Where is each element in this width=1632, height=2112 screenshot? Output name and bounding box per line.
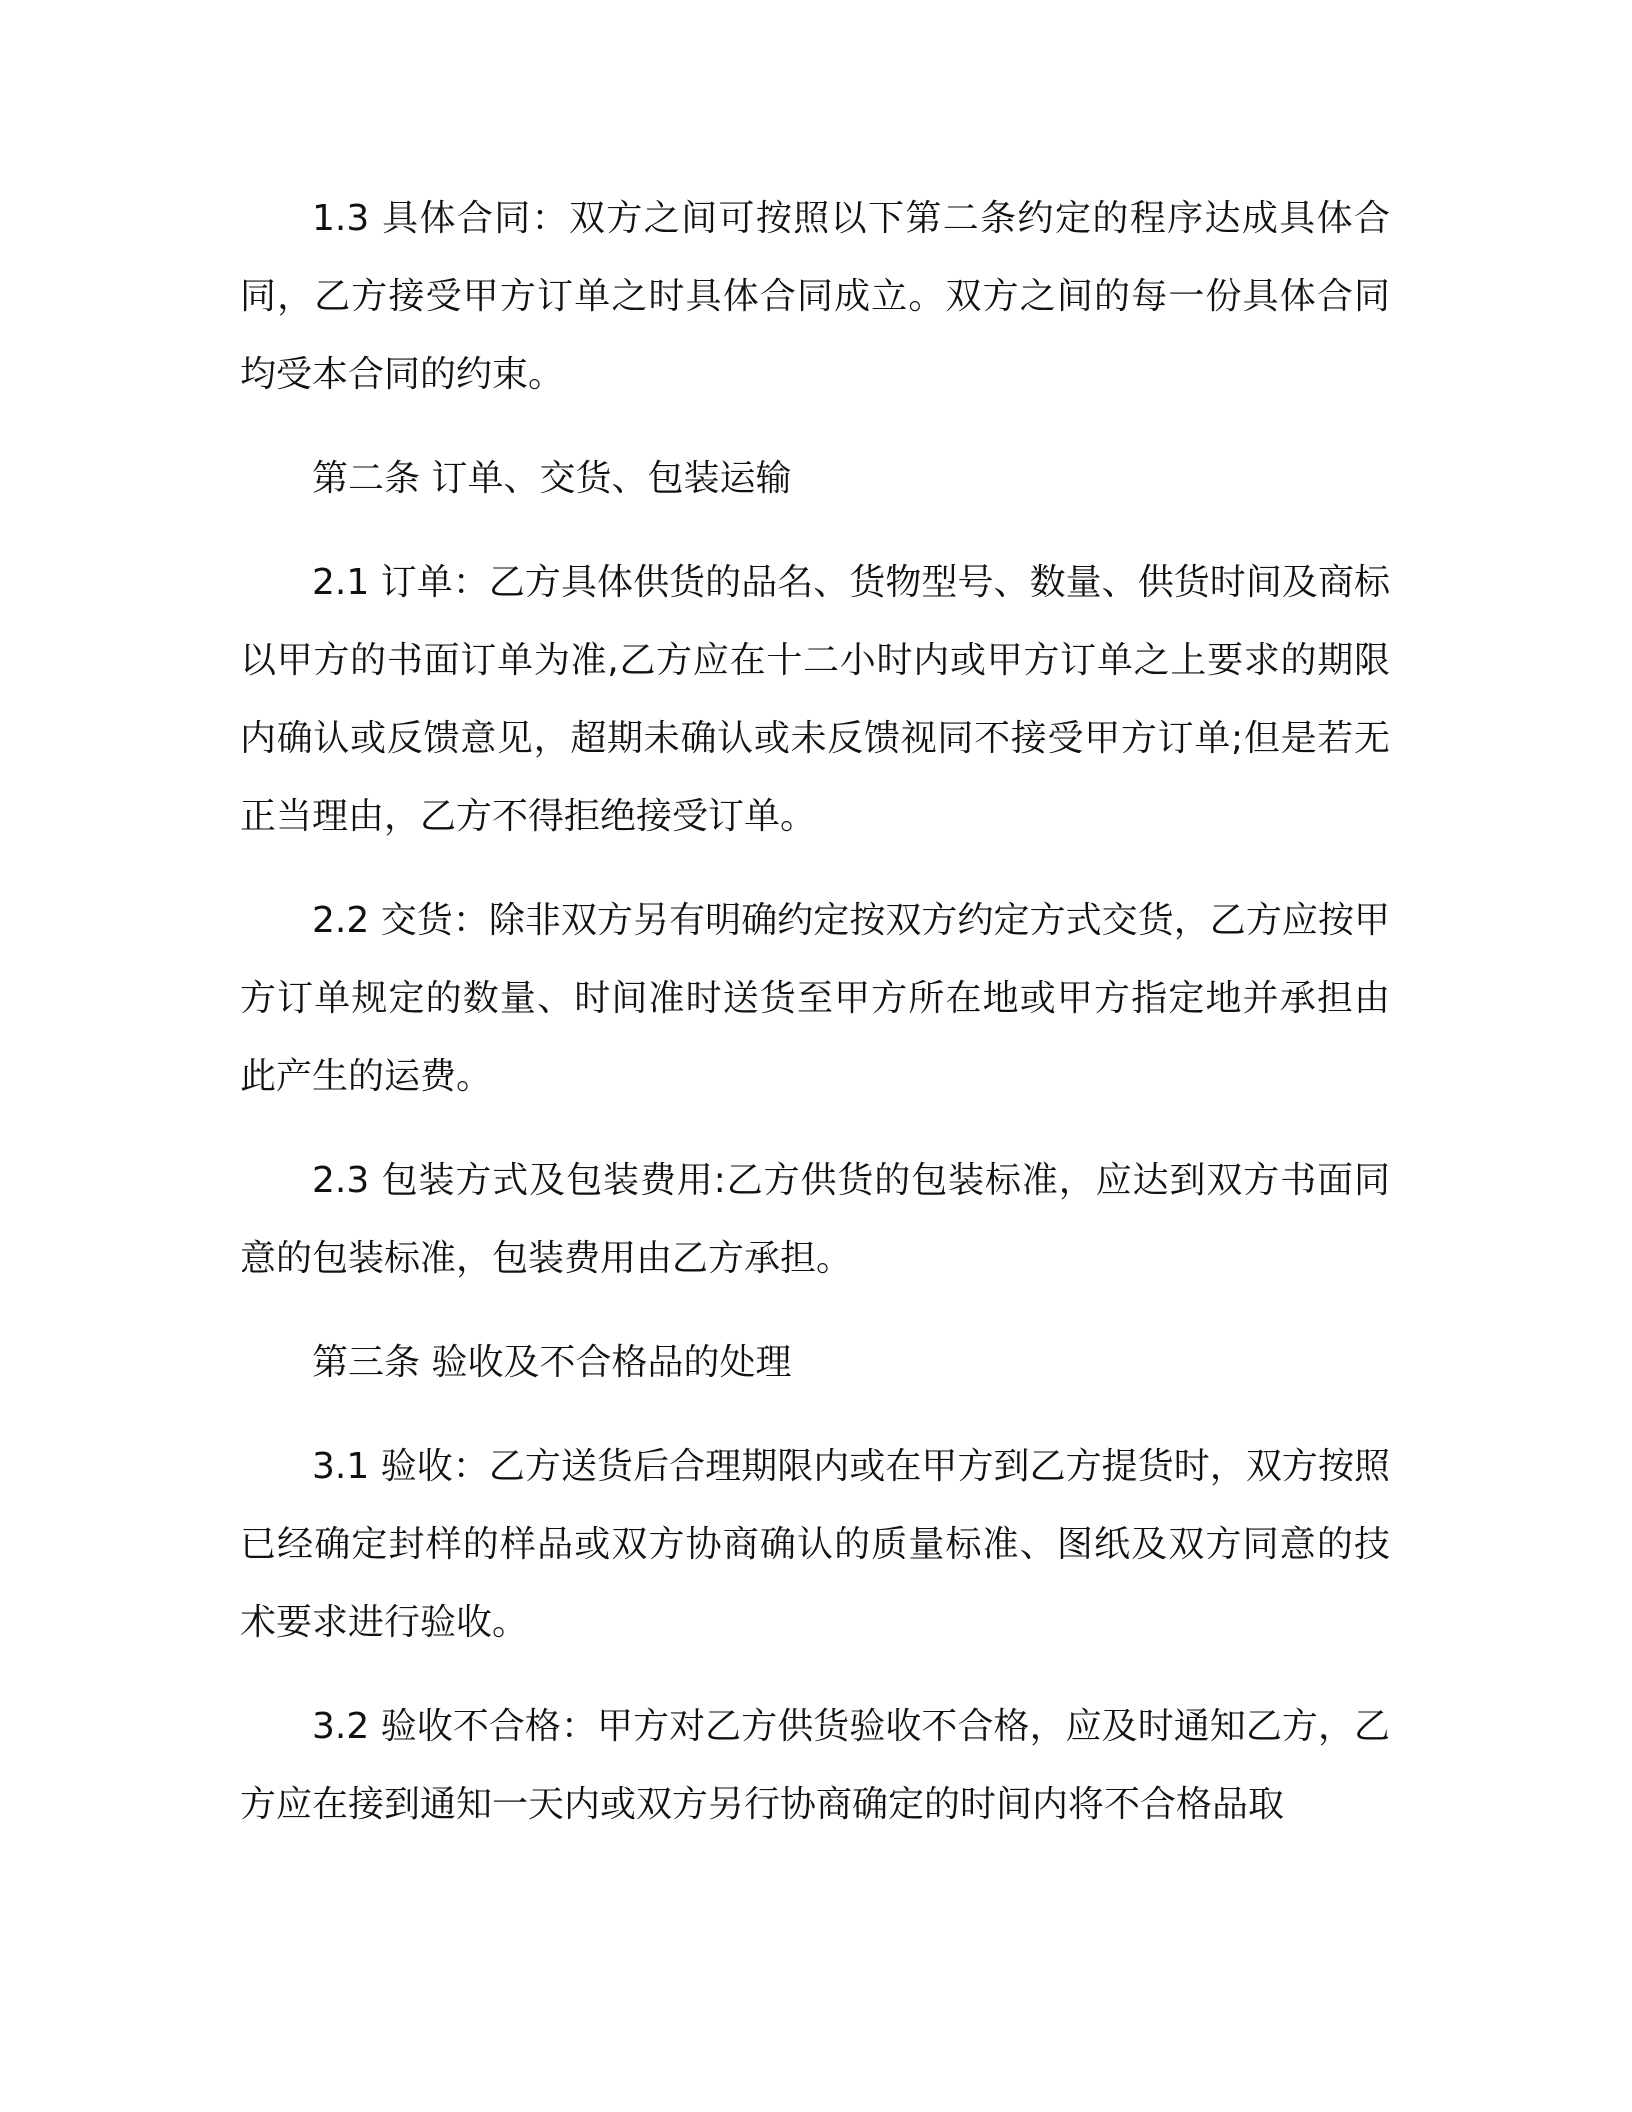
document-body [240,180,1390,1870]
article-2-heading: 第二条 订单、交货、包装运输 [312,458,792,499]
article-3-heading: 第三条 验收及不合格品的处理 [312,1342,792,1383]
clause-2-1: 2.1 订单：乙方具体供货的品名、货物型号、数量、供货时间及商标以甲方的书面订单为准,乙方应在十二小时内或甲方订单之上要求的期限内确认或反馈意见，超期未确认或未反馈视同不接受甲方订单;但是若无正当理由，乙方不得拒绝接受订单。 [240,562,1390,837]
clause-1-3: 1.3 具体合同：双方之间可按照以下第二条约定的程序达成具体合同，乙方接受甲方订单之时具体合同成立。双方之间的每一份具体合同均受本合同的约束。 [240,198,1390,395]
clause-3-2: 3.2 验收不合格：甲方对乙方供货验收不合格，应及时通知乙方，乙方应在接到通知一天内或双方另行协商确定的时间内将不合格品取 [240,1706,1390,1825]
clause-2-3: 2.3 包装方式及包装费用:乙方供货的包装标准，应达到双方书面同意的包装标准，包装费用由乙方承担。 [240,1160,1390,1279]
clause-3-1: 3.1 验收：乙方送货后合理期限内或在甲方到乙方提货时，双方按照已经确定封样的样品或双方协商确认的质量标准、图纸及双方同意的技术要求进行验收。 [240,1446,1390,1643]
clause-2-2: 2.2 交货：除非双方另有明确约定按双方约定方式交货，乙方应按甲方订单规定的数量、时间准时送货至甲方所在地或甲方指定地并承担由此产生的运费。 [240,900,1390,1097]
